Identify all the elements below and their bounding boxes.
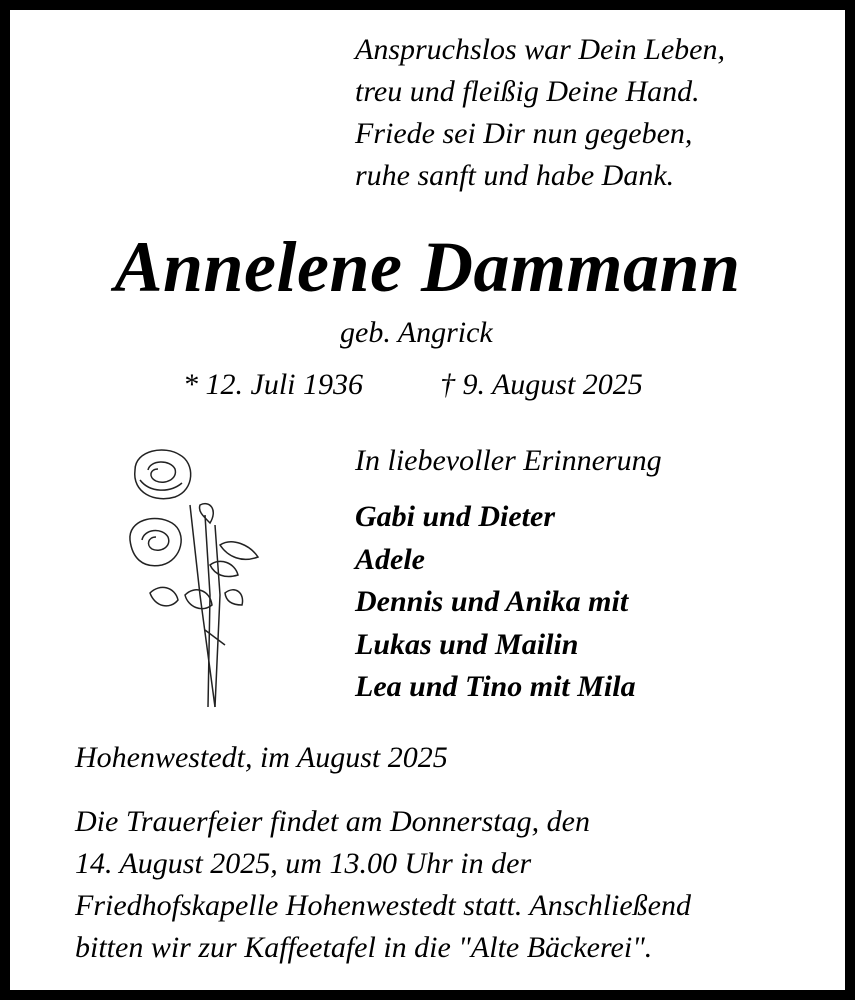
birth-date: * 12. Juli 1936 [183, 368, 363, 401]
rose-bloom-top [135, 450, 191, 499]
mourners-list [355, 496, 636, 709]
poem-line: treu und fleißig Deine Hand. [355, 75, 700, 108]
death-date: † 9. August 2025 [440, 368, 643, 401]
mourner: Dennis und Anika mit [355, 585, 629, 618]
mourner: Lea und Tino mit Mila [355, 670, 636, 703]
deceased-name: Annelene Dammann [114, 227, 741, 307]
poem-line: ruhe sanft und habe Dank. [355, 159, 675, 192]
maiden-name: geb. Angrick [340, 316, 493, 349]
funeral-info [75, 801, 691, 969]
place-date: Hohenwestedt, im August 2025 [75, 741, 448, 774]
mourner: Adele [355, 542, 425, 576]
funeral-line: bitten wir zur Kaffeetafel in die "Alte Bäckerei". [75, 931, 653, 964]
funeral-line: 14. August 2025, um 13.00 Uhr in der [75, 847, 532, 880]
remembrance-line: In liebevoller Erinnerung [355, 444, 662, 477]
mourner: Lukas und Mailin [355, 627, 579, 661]
poem-line: Friede sei Dir nun gegeben, [355, 117, 693, 150]
mourner: Gabi und Dieter [355, 500, 556, 533]
funeral-line: Die Trauerfeier findet am Donnerstag, den [75, 805, 590, 838]
poem-line: Anspruchslos war Dein Leben, [355, 33, 725, 66]
poem [355, 29, 725, 197]
rose-illustration [120, 445, 265, 715]
funeral-line: Friedhofskapelle Hohenwestedt statt. Anschließend [75, 889, 691, 922]
rose-bloom-middle [130, 518, 181, 565]
